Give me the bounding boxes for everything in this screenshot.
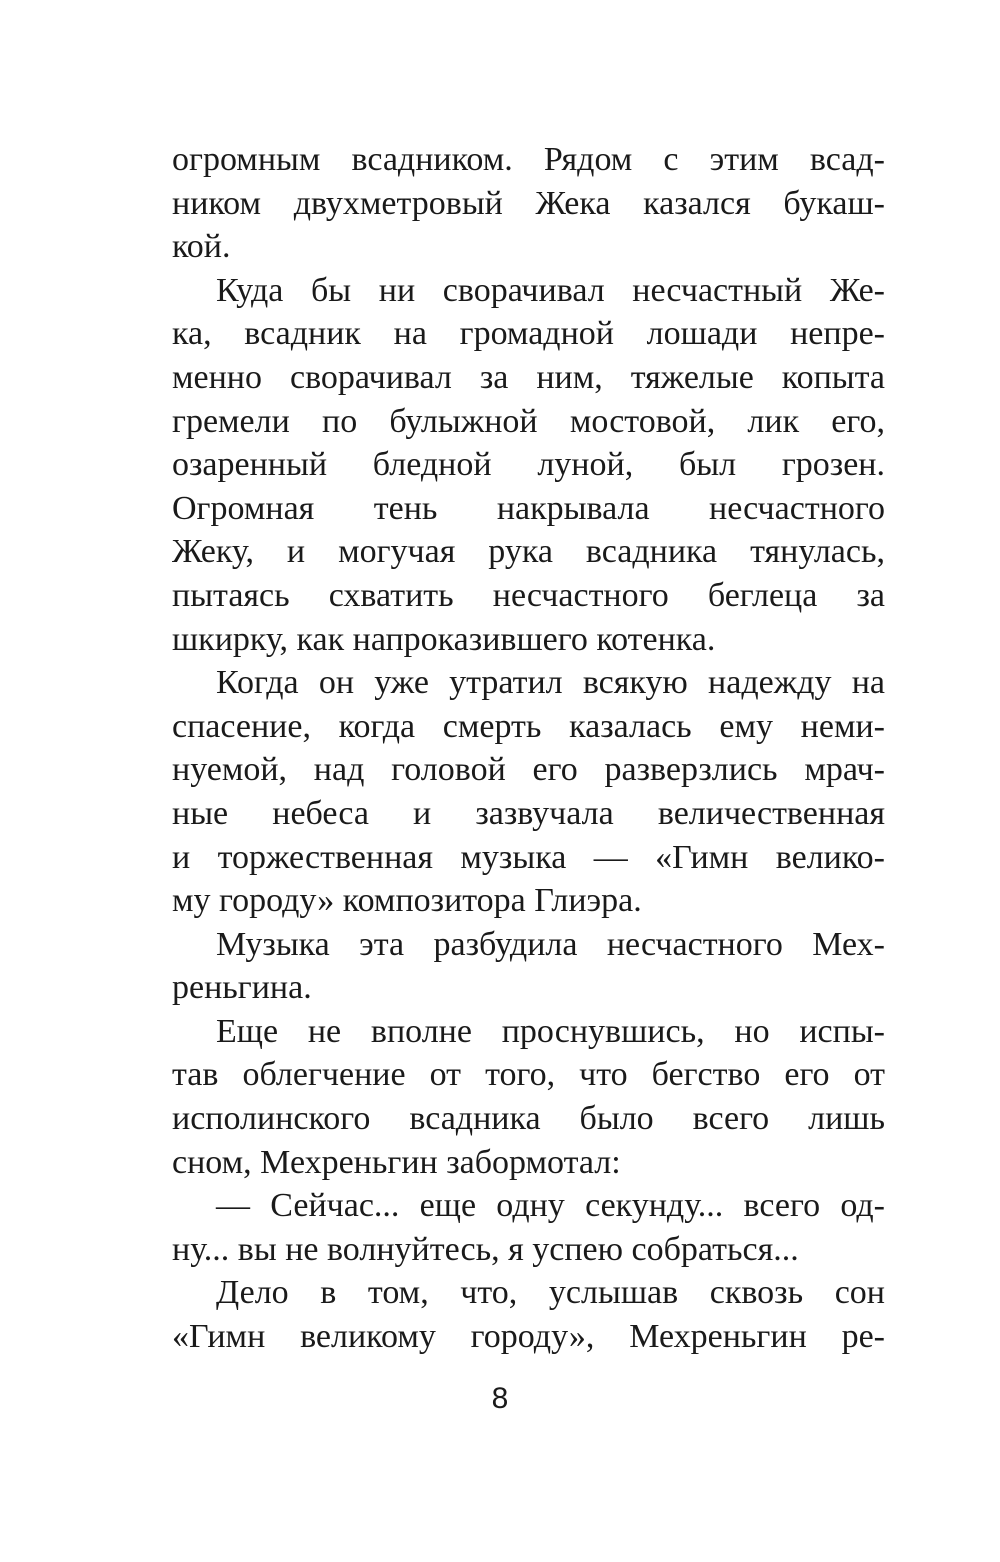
text-line: Огромная тень накрывала несчастного (172, 489, 885, 527)
text-line: пытаясь схватить несчастного беглеца за (172, 576, 885, 614)
text-line: нуемой, над головой его разверзлись мрач- (172, 751, 885, 789)
text-line: ка, всадник на громадной лошади непре- (172, 315, 885, 353)
text-line: Еще не вполне проснувшись, но испы- (216, 1012, 885, 1050)
text-line: реньгина. (172, 969, 312, 1007)
body-text (172, 138, 885, 1359)
text-line: огромным всадником. Рядом с этим всад- (172, 141, 885, 178)
text-line: — Сейчас... еще одну секунду... всего од- (216, 1187, 885, 1225)
text-line: менно сворачивал за ним, тяжелые копыта (172, 358, 885, 396)
text-line: Дело в том, что, услышав сквозь сон (216, 1274, 885, 1312)
text-line: ну... вы не волнуйтесь, я успею собраться... (172, 1230, 799, 1268)
text-line: спасение, когда смерть казалась ему неми- (172, 707, 885, 745)
text-line: Куда бы ни сворачивал несчастный Же- (216, 271, 885, 309)
text-line: му городу» композитора Глиэра. (172, 882, 642, 920)
text-line: Музыка эта разбудила несчастного Мех- (216, 925, 885, 963)
text-line: Жеку, и могучая рука всадника тянулась, (172, 533, 885, 571)
page-number: 8 (491, 1382, 509, 1415)
text-line: тав облегчение от того, что бегство его от (172, 1056, 885, 1094)
text-line: ником двухметровый Жека казался букаш- (172, 184, 885, 222)
text-line: «Гимн великому городу», Мехреньгин ре- (172, 1318, 885, 1356)
text-line: и торжественная музыка — «Гимн велико- (172, 838, 885, 876)
text-line: сном, Мехреньгин забормотал: (172, 1143, 621, 1181)
text-line: кой. (172, 228, 231, 266)
text-line: озаренный бледной луной, был грозен. (172, 446, 885, 484)
text-line: ные небеса и зазвучала величественная (172, 794, 885, 832)
text-line: шкирку, как напроказившего котенка. (172, 620, 716, 658)
text-line: Когда он уже утратил всякую надежду на (216, 664, 885, 702)
text-line: исполинского всадника было всего лишь (172, 1100, 885, 1138)
text-line: гремели по булыжной мостовой, лик его, (172, 402, 885, 440)
